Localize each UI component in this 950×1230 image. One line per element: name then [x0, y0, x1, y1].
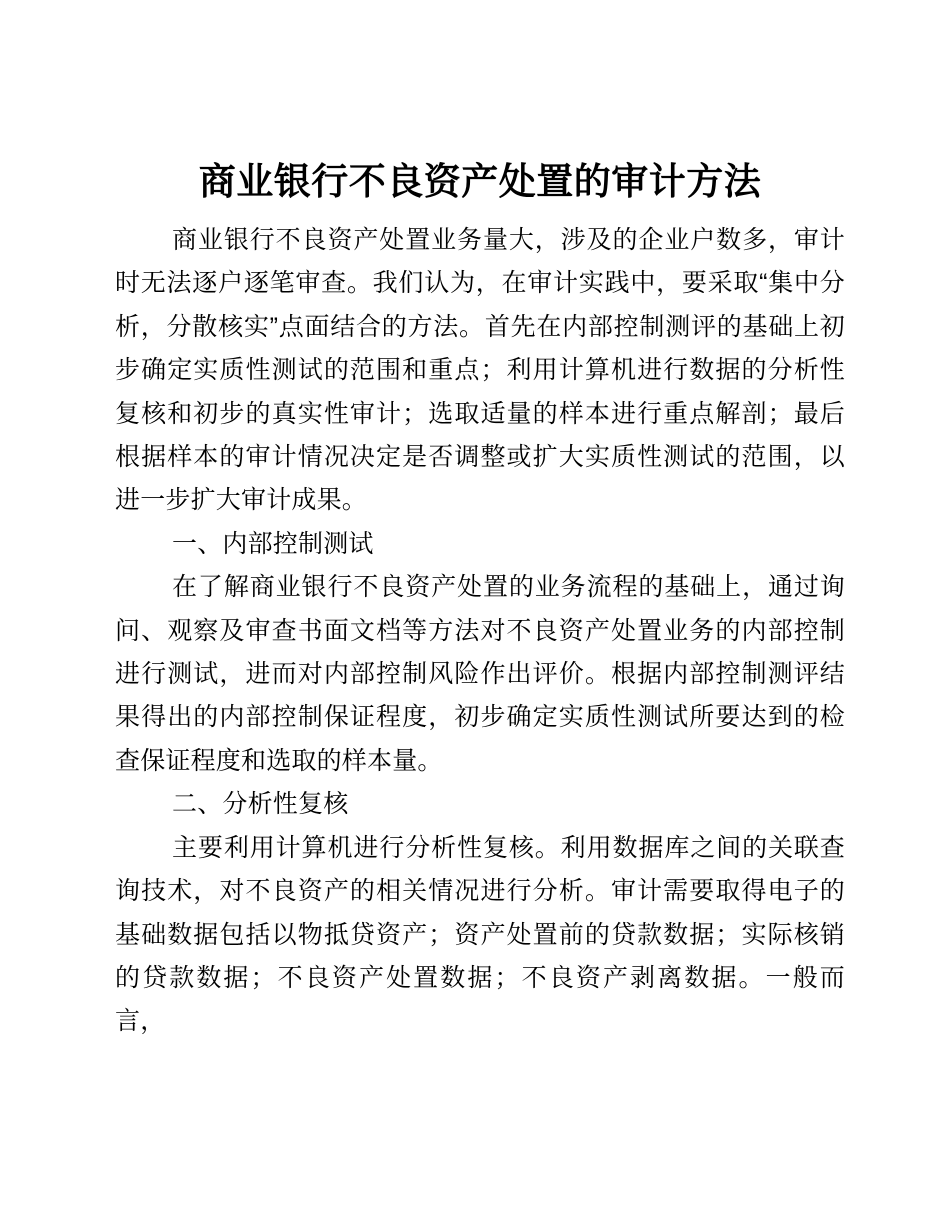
paragraph: 在了解商业银行不良资产处置的业务流程的基础上，通过询问、观察及审查书面文档等方法对不良资产处置业务的内部控制进行测试，进而对内部控制风险作出评价。根据内部控制测评结果得出的内部控制保证程度，初步确定实质性测试所要达到的检查保证程度和选取的样本量。: [115, 573, 845, 775]
section-heading: 一、内部控制测试: [172, 529, 374, 558]
document-title: 商业银行不良资产处置的审计方法: [198, 161, 762, 202]
section-heading: 二、分析性复核: [172, 790, 349, 819]
document-body: [115, 219, 845, 1044]
paragraph: 商业银行不良资产处置业务量大，涉及的企业户数多，审计时无法逐户逐笔审查。我们认为，在审计实践中，要采取“集中分析，分散核实”点面结合的方法。首先在内部控制测评的基础上初步确定实质性测试的范围和重点；利用计算机进行数据的分析性复核和初步的真实性审计；选取适量的样本进行重点解剖；最后根据样本的审计情况决定是否调整或扩大实质性测试的范围，以进一步扩大审计成果。: [115, 226, 845, 515]
paragraph: 主要利用计算机进行分析性复核。利用数据库之间的关联查询技术，对不良资产的相关情况进行分析。审计需要取得电子的基础数据包括以物抵贷资产；资产处置前的贷款数据；实际核销的贷款数据；不良资产处置数据；不良资产剥离数据。一般而言，: [115, 833, 845, 1036]
